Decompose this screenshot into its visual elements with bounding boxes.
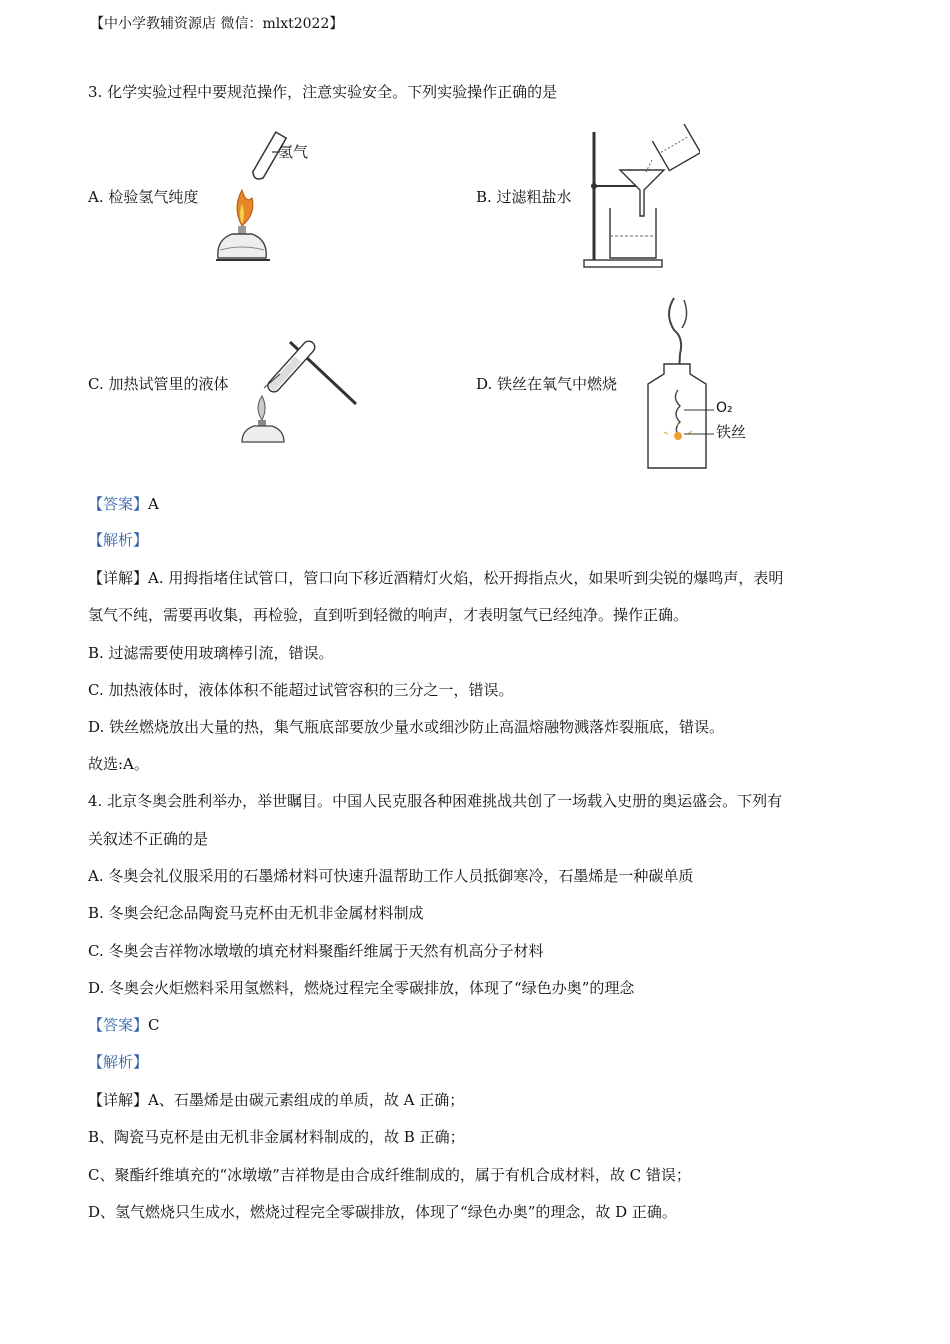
q4-detail-tag: 【详解】 (88, 1091, 149, 1109)
q4-option-d: D. 冬奥会火炬燃料采用氢燃料，燃烧过程完全零碳排放，体现了“绿色办奥”的理念 (88, 979, 635, 997)
q3-detail-text-1: A. 用拇指堵住试管口，管口向下移近酒精灯火焰，松开拇指点火，如果听到尖锐的爆鸣声，表明 (148, 569, 784, 587)
figure-filtration (580, 124, 700, 270)
q3-option-c: C. 加热试管里的液体 (88, 375, 229, 393)
q4-analysis-tag: 【解析】 (88, 1053, 149, 1071)
figure-iron-burning (644, 294, 747, 470)
q3-answer-tag: 【答案】 (88, 495, 149, 513)
q4-answer-line (88, 1015, 160, 1035)
q3-detail-tag: 【详解】 (88, 569, 149, 587)
q4-detail-line-2: B、陶瓷马克杯是由无机非金属材料制成的，故 B 正确； (88, 1128, 465, 1146)
q4-option-b: B. 冬奥会纪念品陶瓷马克杯由无机非金属材料制成 (88, 904, 424, 922)
q4-answer-tag: 【答案】 (88, 1016, 149, 1034)
q4-detail-text-1: A、石墨烯是由碳元素组成的单质，故 A 正确； (148, 1091, 465, 1109)
q3-answer-line (88, 494, 159, 514)
q4-option-a: A. 冬奥会礼仪服采用的石墨烯材料可快速升温帮助工作人员抵御寒冷，石墨烯是一种碳单质 (88, 867, 694, 885)
q3-detail-line-6: 故选:A。 (88, 755, 149, 773)
q3-option-a: A. 检验氢气纯度 (88, 188, 199, 206)
q3-stem: 3. 化学实验过程中要规范操作，注意实验安全。下列实验操作正确的是 (88, 83, 558, 101)
figure-heating-tube (240, 328, 360, 444)
q4-stem-line-1: 4. 北京冬奥会胜利举办，举世瞩目。中国人民克服各种困难挑战共创了一场载入史册的奥运盛会。下列有 (88, 792, 783, 810)
q4-answer: C (148, 1016, 160, 1034)
q4-option-c: C. 冬奥会吉祥物冰墩墩的填充材料聚酯纤维属于天然有机高分子材料 (88, 942, 544, 960)
q4-detail-line-3: C、聚酯纤维填充的“冰墩墩”吉祥物是由合成纤维制成的，属于有机合成材料，故 C 错误； (88, 1166, 691, 1184)
q3-detail-line-1 (88, 568, 783, 588)
q3-detail-line-2: 氢气不纯，需要再收集，再检验，直到听到轻微的响声，才表明氢气已经纯净。操作正确。 (88, 606, 689, 624)
q4-detail-line-1 (88, 1090, 464, 1110)
label-iron-wire: 铁丝 (716, 423, 747, 441)
page-header: 【中小学教辅资源店 微信：mlxt2022】 (90, 16, 344, 32)
q4-detail-line-4: D、氢气燃烧只生成水，燃烧过程完全零碳排放，体现了“绿色办奥”的理念，故 D 正确。 (88, 1203, 677, 1221)
q3-detail-line-4: C. 加热液体时，液体体积不能超过试管容积的三分之一，错误。 (88, 681, 514, 699)
q3-analysis-tag: 【解析】 (88, 531, 149, 549)
q4-stem-line-2: 关叙述不正确的是 (88, 830, 209, 848)
figure-hydrogen-test (212, 128, 322, 268)
q3-option-d: D. 铁丝在氧气中燃烧 (476, 375, 618, 393)
q3-detail-line-3: B. 过滤需要使用玻璃棒引流，错误。 (88, 644, 334, 662)
q3-answer: A (148, 495, 159, 513)
label-hydrogen: 氢气 (278, 143, 309, 161)
q3-option-b: B. 过滤粗盐水 (476, 188, 572, 206)
label-o2: O₂ (716, 400, 733, 416)
q3-detail-line-5: D. 铁丝燃烧放出大量的热，集气瓶底部要放少量水或细沙防止高温熔融物溅落炸裂瓶底，错误。 (88, 718, 725, 736)
